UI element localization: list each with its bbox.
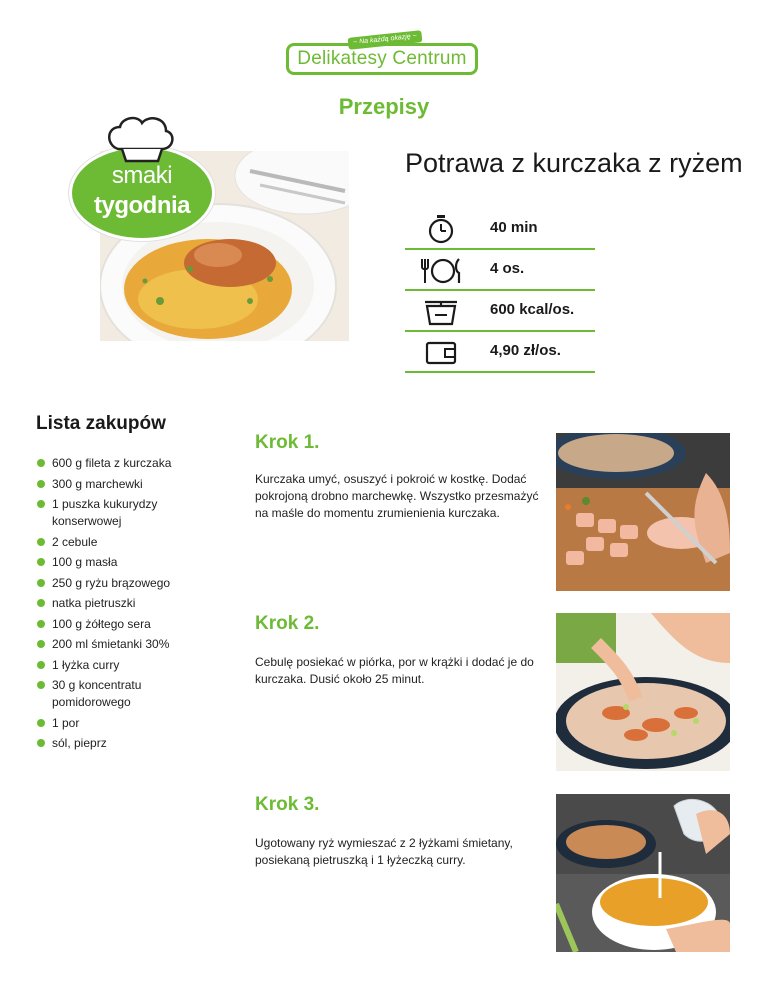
list-item: 2 cebule — [36, 534, 201, 551]
step-2-photo — [556, 613, 730, 771]
list-item: 250 g ryżu brązowego — [36, 575, 201, 592]
info-row-time — [405, 210, 595, 250]
bullet-icon — [37, 579, 45, 587]
section-title: Przepisy — [338, 94, 430, 119]
info-value: 600 kcal/os. — [490, 301, 575, 318]
bullet-icon — [37, 459, 45, 467]
wallet-icon — [419, 337, 463, 367]
shopping-list-title: Lista zakupów — [36, 413, 166, 434]
bullet-icon — [37, 558, 45, 566]
logo-tagline: ~ Na każdą okazję ~ — [348, 30, 423, 50]
list-item: 100 g żółtego sera — [36, 616, 201, 633]
shopping-list — [36, 455, 201, 756]
info-value: 4 os. — [490, 260, 525, 277]
info-row-servings — [405, 251, 595, 291]
step-3-text: Ugotowany ryż wymieszać z 2 łyżkami śmietany, posiekaną pietruszką i 1 łyżeczką curry. — [255, 836, 513, 867]
info-value: 40 min — [490, 219, 538, 236]
bullet-icon — [37, 500, 45, 508]
cutlery-icon — [419, 255, 463, 285]
list-item: sól, pieprz — [36, 735, 201, 752]
info-row-calories — [405, 292, 595, 332]
step-3-photo — [556, 794, 730, 952]
logo-wordmark: Delikatesy Centrum — [286, 43, 478, 75]
timer-icon — [419, 214, 463, 244]
list-item: 1 łyżka curry — [36, 657, 201, 674]
info-value: 4,90 zł/os. — [490, 342, 561, 359]
list-item: 100 g masła — [36, 554, 201, 571]
list-item: 600 g fileta z kurczaka — [36, 455, 201, 472]
bullet-icon — [37, 681, 45, 689]
list-item: 30 g koncentratu pomidorowego — [36, 677, 201, 711]
list-item: 200 ml śmietanki 30% — [36, 636, 201, 653]
bullet-icon — [37, 620, 45, 628]
bullet-icon — [37, 640, 45, 648]
step-1-photo — [556, 433, 730, 591]
list-item: 1 puszka kukurydzy konserwowej — [36, 496, 201, 530]
step-1-title: Krok 1. — [255, 432, 320, 453]
step-2-title: Krok 2. — [255, 613, 320, 634]
list-item: 300 g marchewki — [36, 476, 201, 493]
chef-hat-icon — [104, 115, 176, 163]
step-1-text: Kurczaka umyć, osuszyć i pokroić w kostkę. Dodać pokrojoną drobno marchewkę. Wszystko przesmażyć na maśle do momentu zrumienienia kurczaka. — [255, 472, 539, 520]
list-item: natka pietruszki — [36, 595, 201, 612]
bullet-icon — [37, 538, 45, 546]
step-3-title: Krok 3. — [255, 794, 320, 815]
bullet-icon — [37, 480, 45, 488]
list-item: 1 por — [36, 715, 201, 732]
badge-line-2: tygodnia — [94, 192, 190, 219]
recipe-title: Potrawa z kurczaka z ryżem — [405, 148, 743, 178]
brand-logo — [286, 34, 478, 76]
bullet-icon — [37, 739, 45, 747]
scale-icon — [419, 296, 463, 326]
bullet-icon — [37, 661, 45, 669]
badge-line-1: smaki — [111, 162, 173, 189]
bullet-icon — [37, 719, 45, 727]
bullet-icon — [37, 599, 45, 607]
step-2-text: Cebulę posiekać w piórka, por w krążki i dodać je do kurczaka. Dusić około 25 minut. — [255, 655, 534, 686]
info-row-price — [405, 333, 595, 373]
